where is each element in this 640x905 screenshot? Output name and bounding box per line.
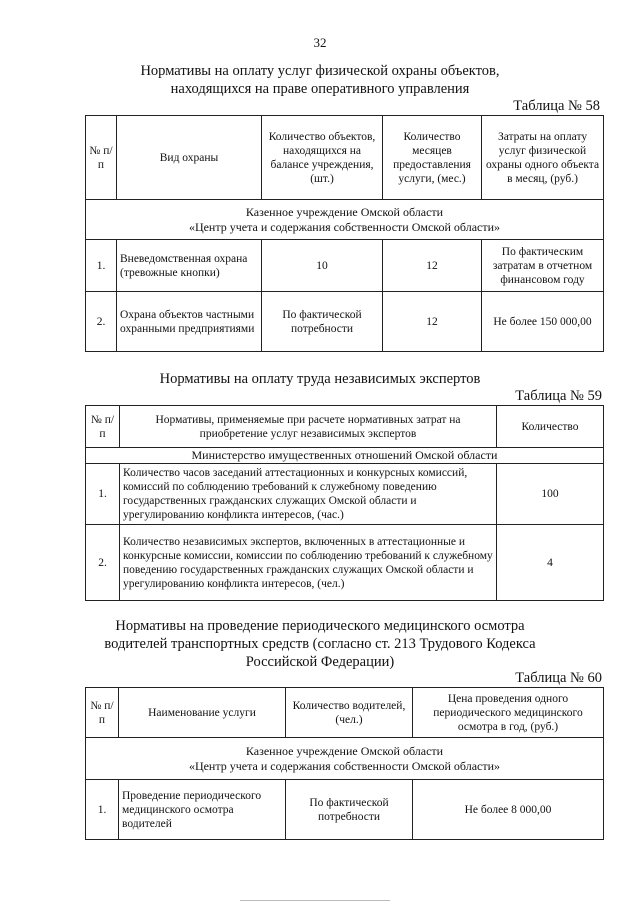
- table-row: [86, 525, 604, 601]
- scan-edge-mark: [240, 900, 390, 901]
- cell: По фактической потребности: [286, 780, 413, 840]
- cell: Не более 8 000,00: [413, 780, 604, 840]
- cell: 1.: [86, 464, 120, 525]
- cell: 1.: [86, 240, 117, 292]
- header-cell: Нормативы, применяемые при расчете нормативных затрат на приобретение услуг независимых экспертов: [120, 406, 497, 448]
- section-cell: Казенное учреждение Омской области «Центр учета и содержания собственности Омской области»: [86, 738, 604, 780]
- header-cell: Количество объектов, находящихся на балансе учреждения, (шт.): [262, 116, 383, 200]
- cell: 2.: [86, 292, 117, 352]
- cell: Количество независимых экспертов, включенных в аттестационные и конкурсные комиссии, комиссии по соблюдению требований к служебному поведению государственных гражданских служащих Омской области и урегулированию конфликта интересов, (чел.): [120, 525, 497, 601]
- table-60-label: Таблица № 60: [515, 670, 602, 686]
- table-row: [86, 464, 604, 525]
- header-cell: Затраты на оплату услуг физической охраны одного объекта в месяц, (руб.): [482, 116, 604, 200]
- cell: Проведение периодического медицинского осмотра водителей: [119, 780, 286, 840]
- cell: 100: [497, 464, 604, 525]
- table-section-row: [86, 448, 604, 464]
- table-header-row: [86, 406, 604, 448]
- cell: Не более 150 000,00: [482, 292, 604, 352]
- cell: Вневедомственная охрана (тревожные кнопки): [117, 240, 262, 292]
- section-cell: Казенное учреждение Омской области «Центр учета и содержания собственности Омской области»: [86, 200, 604, 240]
- section-cell: Министерство имущественных отношений Омской области: [86, 448, 604, 464]
- header-cell: Наименование услуги: [119, 688, 286, 738]
- table-59-label: Таблица № 59: [515, 388, 602, 404]
- cell: Количество часов заседаний аттестационных и конкурсных комиссий, комиссий по соблюдению требований к служебному поведению государственных гражданских служащих Омской области и урегулированию конфликта интересов, (час.): [120, 464, 497, 525]
- table-58-label: Таблица № 58: [513, 98, 600, 114]
- cell: 10: [262, 240, 383, 292]
- cell: 12: [383, 292, 482, 352]
- table-59-title: Нормативы на оплату труда независимых экспертов: [159, 371, 481, 387]
- table-header-row: [86, 688, 604, 738]
- cell: По фактическим затратам в отчетном финансовом году: [482, 240, 604, 292]
- header-cell: № п/п: [86, 406, 120, 448]
- cell: 4: [497, 525, 604, 601]
- table-58-title: Нормативы на оплату услуг физической охраны объектов, находящихся на праве оперативного управления: [140, 63, 500, 97]
- cell: 12: [383, 240, 482, 292]
- table-row: [86, 780, 604, 840]
- cell: 1.: [86, 780, 119, 840]
- header-cell: Количество месяцев предоставления услуги, (мес.): [383, 116, 482, 200]
- cell: По фактической потребности: [262, 292, 383, 352]
- table-row: [86, 240, 604, 292]
- cell: Охрана объектов частными охранными предприятиями: [117, 292, 262, 352]
- table-59: [85, 405, 604, 601]
- header-cell: Количество: [497, 406, 604, 448]
- table-60: [85, 687, 604, 840]
- header-cell: Вид охраны: [117, 116, 262, 200]
- header-cell: Цена проведения одного периодического медицинского осмотра в год, (руб.): [413, 688, 604, 738]
- cell: 2.: [86, 525, 120, 601]
- table-58: [85, 115, 604, 352]
- table-section-row: [86, 200, 604, 240]
- table-row: [86, 292, 604, 352]
- table-60-title: Нормативы на проведение периодического медицинского осмотра водителей транспортных средств (согласно ст. 213 Трудового Кодекса Российской Федерации): [104, 618, 536, 670]
- header-cell: № п/п: [86, 116, 117, 200]
- page-number: 32: [313, 35, 327, 50]
- header-cell: № п/п: [86, 688, 119, 738]
- table-section-row: [86, 738, 604, 780]
- table-header-row: [86, 116, 604, 200]
- header-cell: Количество водителей, (чел.): [286, 688, 413, 738]
